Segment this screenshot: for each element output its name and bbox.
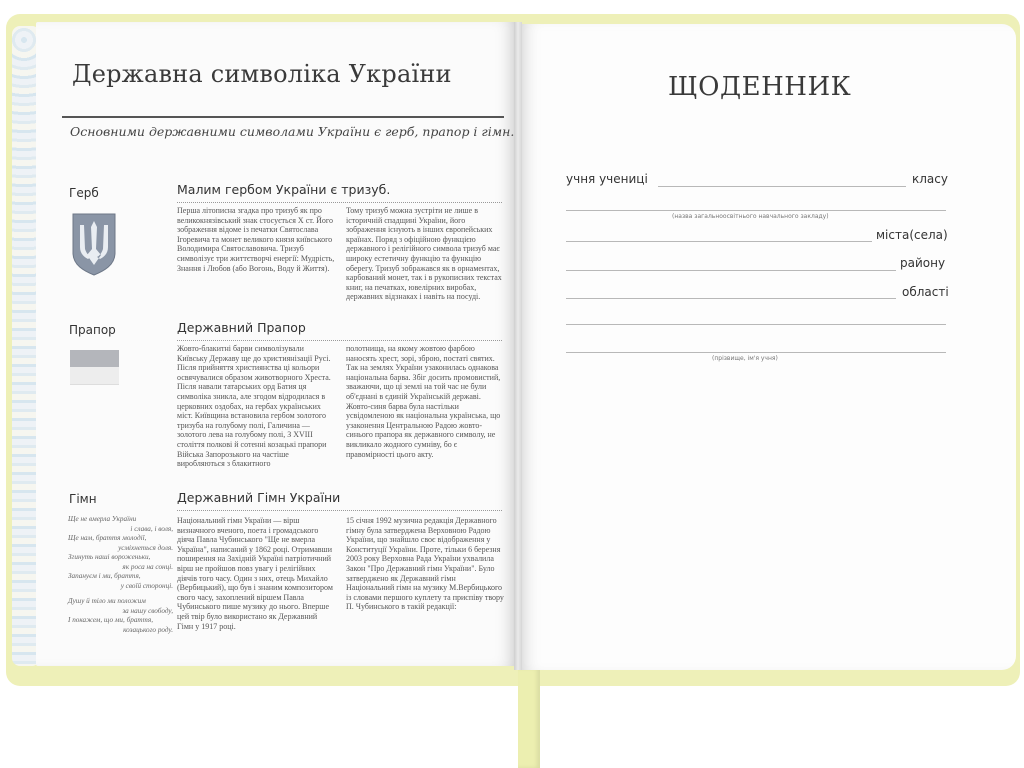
poem-line: Ще не вмерла України xyxy=(68,515,137,523)
poem-line: Ще нам, браття молодії, xyxy=(68,534,147,542)
section-heading-flag: Державний Прапор xyxy=(177,320,306,335)
flag-icon xyxy=(70,350,119,384)
section-label-coat-of-arms: Герб xyxy=(69,186,99,200)
book-gutter xyxy=(514,22,522,670)
student-fullname-field[interactable] xyxy=(566,352,946,353)
anthem-text-col1: Національний гімн України — вірш визначного вченого, поета і громадського діяча Павла Чубинського "Ще не вмерла Україна", написаний у 1862 році. Отримавши поширення на Західній Україні патріотичний вірш не пройшов повз увагу і релігійних діячів того часу. Один з них, отець Михайло (Вербицький), що був і знаним композитором свого часу, захоплений віршем Павла Чубинського пише музику до нього. Вперше цей твір було використано як Державний Гімн у 1917 році. xyxy=(177,516,333,631)
poem-line: Згинуть наші вороженьки, xyxy=(68,553,151,561)
school-name-caption: (назва загальноосвітнього навчального закладу) xyxy=(672,213,829,220)
flag-text-col1: Жовто-блакитні барви символізували Київську Державу ще до християнізації Русі. Після прийняття християнства ці кольори освячувалися образом животворного Хреста. Після навали татарських орд Батия ця символіка зникла, але згодом відродилася в церковних оздобах, на гербах українських міст. Київщина встановила гербом золотого тризуба на голубому полі, Галичина — золотого лева на голубому полі, З XVIII століття полкові й сотенні козацькі прапори Війська Запорозького на частіше виробляються з блакитного xyxy=(177,344,331,469)
city-field[interactable] xyxy=(566,241,872,242)
section-heading-coat-of-arms: Малим гербом України є тризуб. xyxy=(177,182,391,197)
page-title: Державна символіка України xyxy=(72,60,452,88)
poem-line: як роса на сонці. xyxy=(122,562,173,571)
class-label: класу xyxy=(912,172,948,186)
flag-text-col2: полотнища, на якому жовтою фарбою наносять хрест, зорі, зброю, постаті святих. Так на землях України узаконилась однакова національна барва. Збіг досить промовистий, зважаючи, що ці землі на той час не були об'єднані в єдиній Українській державі. Жовто-синя барва була настільки усвідомленою як національна українська, що узаконення Центральною Радою жовто-синього прапора як державного символу, не викликало жодного сумніву, бо є правомірності цього акту. xyxy=(346,344,501,459)
section-heading-anthem: Державний Гімн України xyxy=(177,490,341,505)
region-label: області xyxy=(902,285,949,299)
right-page xyxy=(520,24,1016,670)
poem-line: за нашу свободу, xyxy=(122,606,173,615)
district-label: району xyxy=(900,256,946,270)
district-field[interactable] xyxy=(566,270,896,271)
student-label: учня учениці xyxy=(566,172,648,186)
coat-of-arms-text-col2: Тому тризуб можна зустріти не лише в історичній спадщині України, його зображення існують в інших європейських країнах. Поряд з офіційною функцією державного і релігійного символа тризуб має широку естетичну функцію та функцію оберегу. Тризуб зображався як в орнаментах, карбований монет, так і в рукописних текстах книг, на печатках, ювелірних виробах, державних відзнаках і навіть на посуді. xyxy=(346,206,502,302)
poem-line: і слава, і воля, xyxy=(130,524,173,533)
student-name-field[interactable] xyxy=(658,186,906,187)
section-label-anthem: Гімн xyxy=(69,492,97,506)
anthem-text-col2: 15 січня 1992 музична редакція Державного гімну була затверджена Верховною Радою України, що знайшло своє відображення у Конституції України. Проте, тільки 6 березня 2003 року Верховна Рада України ухвалила Закон "Про Державний гімн України". Було затверджено як Державний гімн Національний гімн на музику М.Вербицького із словами першого куплету та приспіву твору П. Чубинського в такій редакції: xyxy=(346,516,504,612)
school-name-field[interactable] xyxy=(566,210,946,211)
title-divider xyxy=(62,116,504,118)
anthem-poem xyxy=(68,515,173,635)
page-subtitle: Основними державними символами України є герб, прапор і гімн. xyxy=(70,124,515,139)
poem-line: Запануєм і ми, браття, xyxy=(68,572,141,580)
section-label-flag: Прапор xyxy=(69,323,116,337)
trident-icon xyxy=(70,211,118,277)
diary-title: ЩОДЕННИК xyxy=(668,72,852,102)
poem-line: у своїй сторонці. xyxy=(120,581,173,590)
student-fullname-caption: (прізвище, ім'я учня) xyxy=(712,355,778,362)
coat-of-arms-text-col1: Перша літописна згадка про тризуб як про великокнязівський знак стосується X ст. Його зображення відоме із печатки Святослава Ігоревича та монет великого князя київського Володимира Святославовича. Тризуб символізує три життєтворчі енергії: Мудрість, Знання і Любов (або Вогонь, Воду й Життя). xyxy=(177,206,335,273)
region-field[interactable] xyxy=(566,298,896,299)
city-label: міста(села) xyxy=(876,228,948,242)
poem-line: Душу й тіло ми положим xyxy=(68,597,146,605)
poem-line: козацького роду. xyxy=(123,625,173,634)
poem-line: І покажем, що ми, браття, xyxy=(68,616,154,624)
poem-line: усміхнеться доля. xyxy=(118,543,173,552)
extra-field[interactable] xyxy=(566,324,946,325)
bookmark-ribbon[interactable] xyxy=(518,668,540,768)
